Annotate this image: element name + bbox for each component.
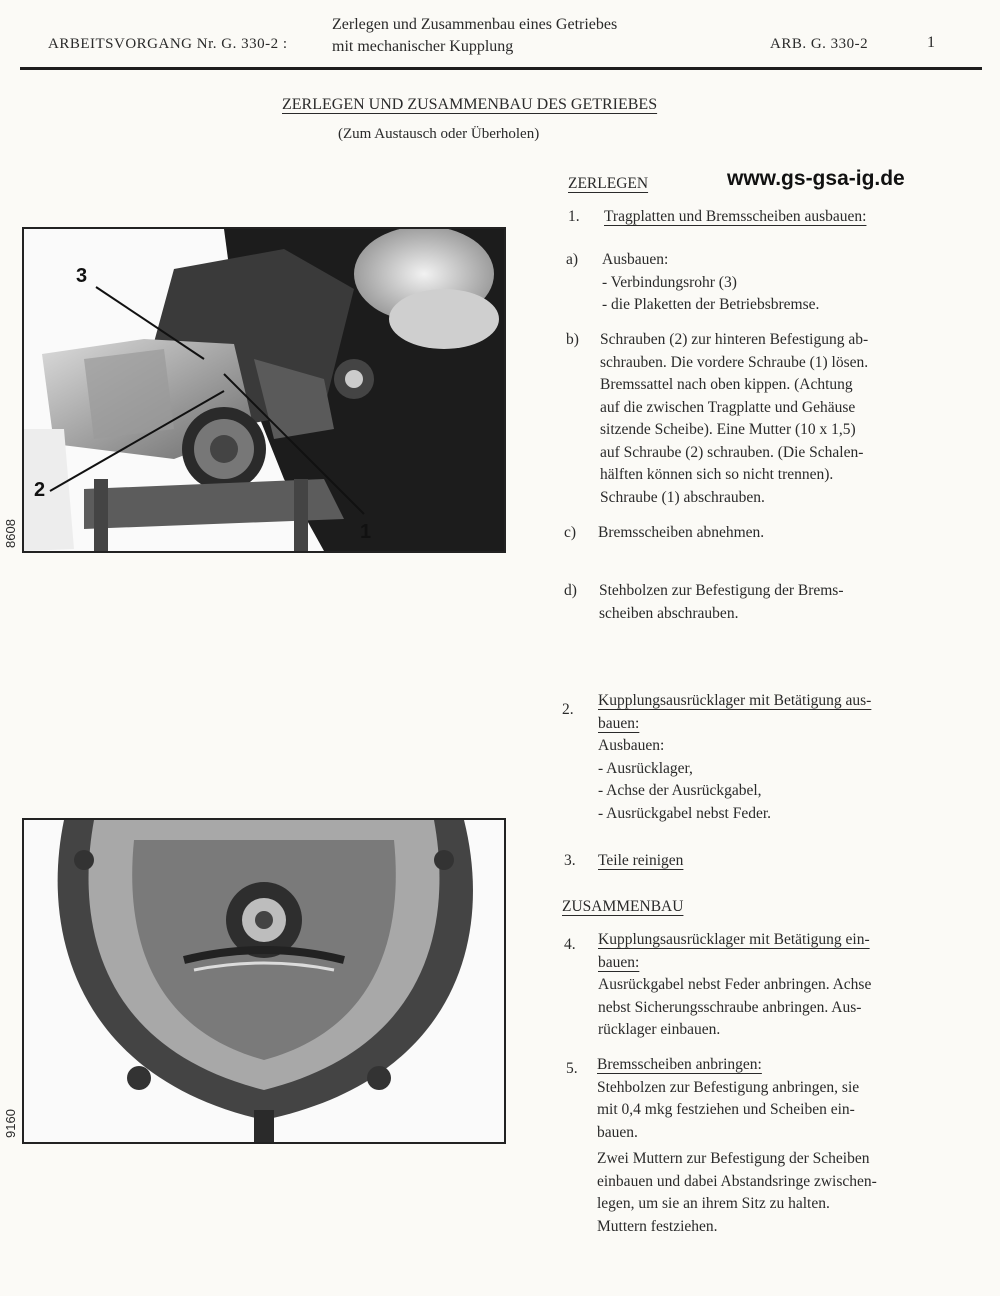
step4-line: nebst Sicherungsschraube anbringen. Aus- [598, 998, 862, 1016]
step1a-text [602, 249, 819, 317]
header-reference: ARB. G. 330-2 [770, 36, 869, 52]
step2-text [598, 690, 871, 825]
step1b-line: sitzende Scheibe). Eine Mutter (10 x 1,5) [600, 421, 856, 438]
step2-number: 2. [562, 701, 574, 718]
header-title-line1: Zerlegen und Zusammenbau eines Getriebes [332, 16, 618, 33]
header-title [332, 14, 617, 58]
step5-line: mit 0,4 mkg festziehen und Scheiben ein- [597, 1101, 855, 1118]
step1d-label: d) [564, 582, 577, 599]
step2-line: - Ausrückgabel nebst Feder. [598, 804, 772, 822]
step1b-line: Schraube (1) abschrauben. [600, 488, 765, 506]
step1b-line: auf die zwischen Tragplatte und Gehäuse [600, 398, 856, 416]
step2-title-line: bauen: [598, 714, 640, 732]
header-rule [20, 67, 982, 70]
step1c-label: c) [564, 524, 577, 541]
step4-title-line: Kupplungsausrücklager mit Betätigung ein- [598, 931, 870, 948]
step5-text [597, 1054, 877, 1238]
section-heading-zerlegen: ZERLEGEN [568, 175, 649, 192]
step5-line: Zwei Muttern zur Befestigung der Scheiben [597, 1150, 870, 1167]
step5-line: einbauen und dabei Abstandsringe zwischen- [597, 1172, 877, 1190]
figure-number-9160: 9160 [3, 1109, 18, 1138]
step1b-line: auf Schraube (2) schrauben. (Die Schalen- [600, 443, 864, 461]
step4-text [598, 929, 871, 1042]
step1-number: 1. [568, 208, 580, 225]
callout-3: 3 [76, 265, 88, 287]
clutch-housing-illustration [24, 820, 504, 1142]
callout-2: 2 [34, 479, 46, 501]
step5-line: Muttern festziehen. [597, 1217, 718, 1235]
step1c-text: Bremsscheiben abnehmen. [598, 524, 765, 541]
step1a-line: - Verbindungsrohr (3) [602, 273, 737, 291]
step4-title-line: bauen: [598, 953, 640, 971]
step1a-label: a) [566, 251, 579, 268]
step1b-label: b) [566, 331, 579, 348]
step1b-text [600, 329, 868, 509]
header-operation-number: ARBEITSVORGANG Nr. G. 330-2 : [48, 36, 288, 52]
section-heading-zusammenbau: ZUSAMMENBAU [562, 898, 684, 915]
figure-clutch-housing-photo [22, 818, 506, 1144]
page-title: ZERLEGEN UND ZUSAMMENBAU DES GETRIEBES [282, 96, 658, 113]
website-url[interactable]: www.gs-gsa-ig.de [727, 167, 905, 190]
step5-line: bauen. [597, 1123, 638, 1141]
header-title-line2: mit mechanischer Kupplung [332, 38, 514, 55]
step2-title-line: Kupplungsausrücklager mit Betätigung aus- [598, 692, 872, 709]
step1b-line: hälften können sich so nicht trennen). [600, 466, 834, 483]
step1a-line: - die Plaketten der Betriebsbremse. [602, 296, 820, 313]
step1-title: Tragplatten und Bremsscheiben ausbauen: [604, 208, 867, 225]
gearbox-side-illustration [24, 229, 504, 551]
step1d-line: scheiben abschrauben. [599, 604, 739, 622]
step1b-line: Schrauben (2) zur hinteren Befestigung ab- [600, 331, 869, 348]
step5-line: legen, um sie an ihrem Sitz zu halten. [597, 1195, 830, 1212]
step2-line: - Achse der Ausrückgabel, [598, 782, 762, 799]
step5-number: 5. [566, 1060, 578, 1077]
step1b-line: schrauben. Die vordere Schraube (1) lösen. [600, 353, 869, 371]
step5-title: Bremsscheiben anbringen: [597, 1056, 762, 1073]
figure-gearbox-side-photo [22, 227, 506, 553]
callout-1: 1 [360, 521, 372, 543]
step4-line: Ausrückgabel nebst Feder anbringen. Achse [598, 976, 872, 993]
step4-line: rücklager einbauen. [598, 1021, 721, 1038]
step3-title: Teile reinigen [598, 852, 684, 869]
step1d-line: Stehbolzen zur Befestigung der Brems- [599, 582, 844, 599]
step2-line: Ausbauen: [598, 737, 665, 754]
page-subtitle: (Zum Austausch oder Überholen) [338, 126, 540, 142]
step4-number: 4. [564, 936, 576, 953]
step1b-line: Bremssattel nach oben kippen. (Achtung [600, 376, 853, 393]
step1a-line: Ausbauen: [602, 251, 669, 268]
step1d-text [599, 580, 844, 625]
page-number: 1 [927, 34, 936, 51]
step3-number: 3. [564, 852, 576, 869]
figure-number-8608: 8608 [3, 519, 18, 548]
step5-line: Stehbolzen zur Befestigung anbringen, sie [597, 1078, 860, 1096]
step2-line: - Ausrücklager, [598, 759, 693, 777]
